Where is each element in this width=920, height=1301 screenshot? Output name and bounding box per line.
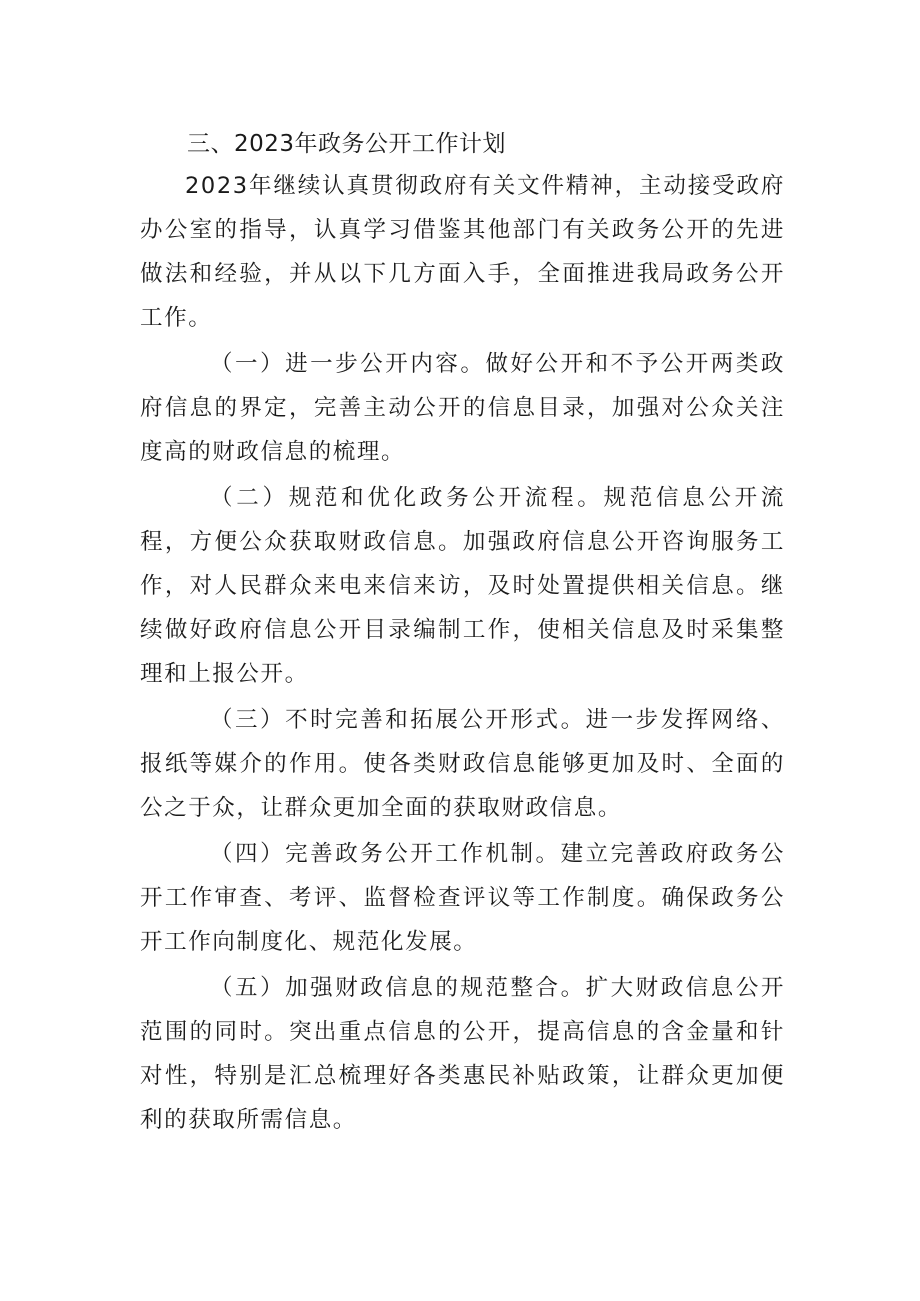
plan-item-1: （一）进一步公开内容。做好公开和不予公开两类政府信息的界定，完善主动公开的信息目录，加强对公众关注度高的财政信息的梳理。	[140, 351, 785, 465]
document-body	[140, 125, 785, 1144]
plan-item-4: （四）完善政务公开工作机制。建立完善政府政务公开工作审查、考评、监督检查评议等工作制度。确保政务公开工作向制度化、规范化发展。	[140, 841, 785, 955]
plan-item-5: （五）加强财政信息的规范整合。扩大财政信息公开范围的同时。突出重点信息的公开，提高信息的含金量和针对性，特别是汇总梳理好各类惠民补贴政策，让群众更加便利的获取所需信息。	[140, 975, 785, 1133]
intro-paragraph: 2023年继续认真贯彻政府有关文件精神，主动接受政府办公室的指导，认真学习借鉴其他部门有关政务公开的先进做法和经验，并从以下几方面入手，全面推进我局政务公开工作。	[140, 173, 785, 331]
section-heading: 三、2023年政务公开工作计划	[187, 131, 507, 157]
plan-item-3: （三）不时完善和拓展公开形式。进一步发挥网络、报纸等媒介的作用。使各类财政信息能够更加及时、全面的公之于众，让群众更加全面的获取财政信息。	[140, 707, 785, 821]
plan-item-2: （二）规范和优化政务公开流程。规范信息公开流程，方便公众获取财政信息。加强政府信息公开咨询服务工作，对人民群众来电来信来访，及时处置提供相关信息。继续做好政府信息公开目录编制工作，使相关信息及时采集整理和上报公开。	[140, 485, 785, 687]
